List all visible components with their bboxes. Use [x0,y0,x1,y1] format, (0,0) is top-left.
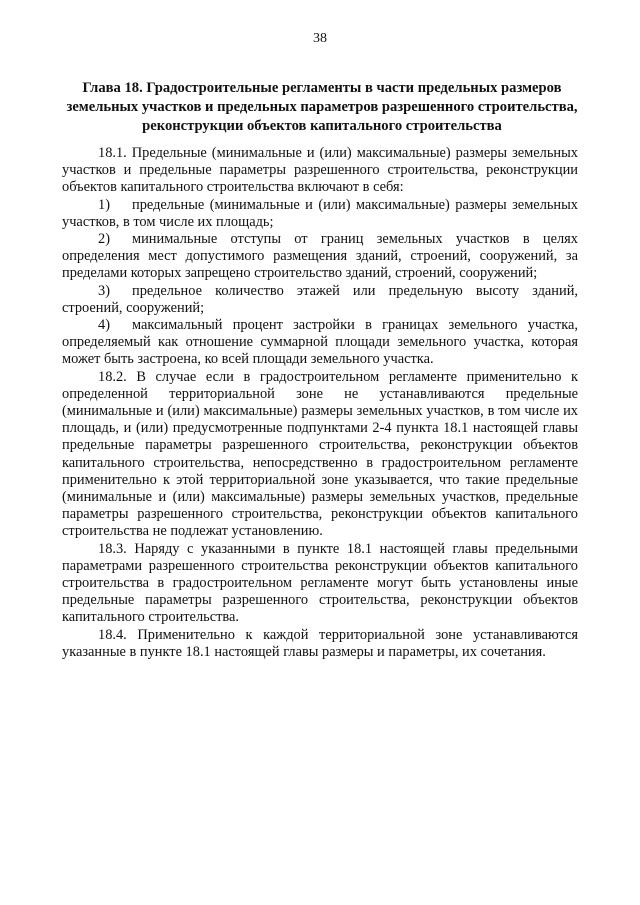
list-item-text: предельные (минимальные и (или) максимальные) размеры земельных участков, в том числе их площадь; [62,196,578,230]
list-item-number: 3) [98,282,110,299]
page-number: 38 [313,31,327,46]
paragraph-18-1: 18.1. Предельные (минимальные и (или) максимальные) размеры земельных участков и предельные параметры разрешенного строительства, реконструкции объектов капитального строительства включают в себя: [62,145,578,196]
document-body [62,145,578,661]
list-item-4 [62,317,578,369]
list-item-1 [62,197,578,231]
paragraph-18-2: 18.2. В случае если в градостроительном регламенте применительно к определенной территориальной зоне не устанавливаются предельные (минимальные и (или) максимальные) размеры земельных участков, в том числе их площадь, и (или) предусмотренные подпунктами 2-4 пункта 18.1 настоящей главы предельные параметры разрешенного строительства, реконструкции объектов капитального строительства, непосредственно в градостроительном регламенте применительно к этой территориальной зоне указывается, что такие предельные (минимальные и (или) максимальные) размеры земельных участков, предельные параметры разрешенного строительства, реконструкции объектов капитального строительства не подлежат установлению. [62,368,578,540]
chapter-title: Глава 18. Градостроительные регламенты в части предельных размеров земельных участков и предельных параметров разрешенного строительства, реконструкции объектов капитального строительства [66,80,578,134]
list-item-number: 4) [98,317,110,334]
paragraph-18-3: 18.3. Наряду с указанными в пункте 18.1 настоящей главы предельными параметрами разрешенного строительства реконструкции объектов капитального строительства в градостроительном регламенте могут быть установлены иные предельные параметры разрешенного строительства, реконструкции объектов капитального строительства. [62,540,578,626]
paragraph-18-4: 18.4. Применительно к каждой территориальной зоне устанавливаются указанные в пункте 18.1 настоящей главы размеры и параметры, их сочетания. [62,626,578,660]
list-item-3 [62,283,578,317]
list-item-number: 2) [98,231,110,248]
list-item-text: минимальные отступы от границ земельных участков в целях определения мест допустимого размещения зданий, строений, сооружений, за пределами которых запрещено строительство зданий, строений, сооружений; [62,231,578,282]
list-item-text: предельное количество этажей или предельную высоту зданий, строений, сооружений; [62,282,578,316]
list-item-2 [62,231,578,283]
list-item-text: максимальный процент застройки в границах земельного участка, определяемый как отношение суммарной площади земельного участка, которая может быть застроена, ко всей площади земельного участка. [62,317,578,368]
list-item-number: 1) [98,196,110,213]
